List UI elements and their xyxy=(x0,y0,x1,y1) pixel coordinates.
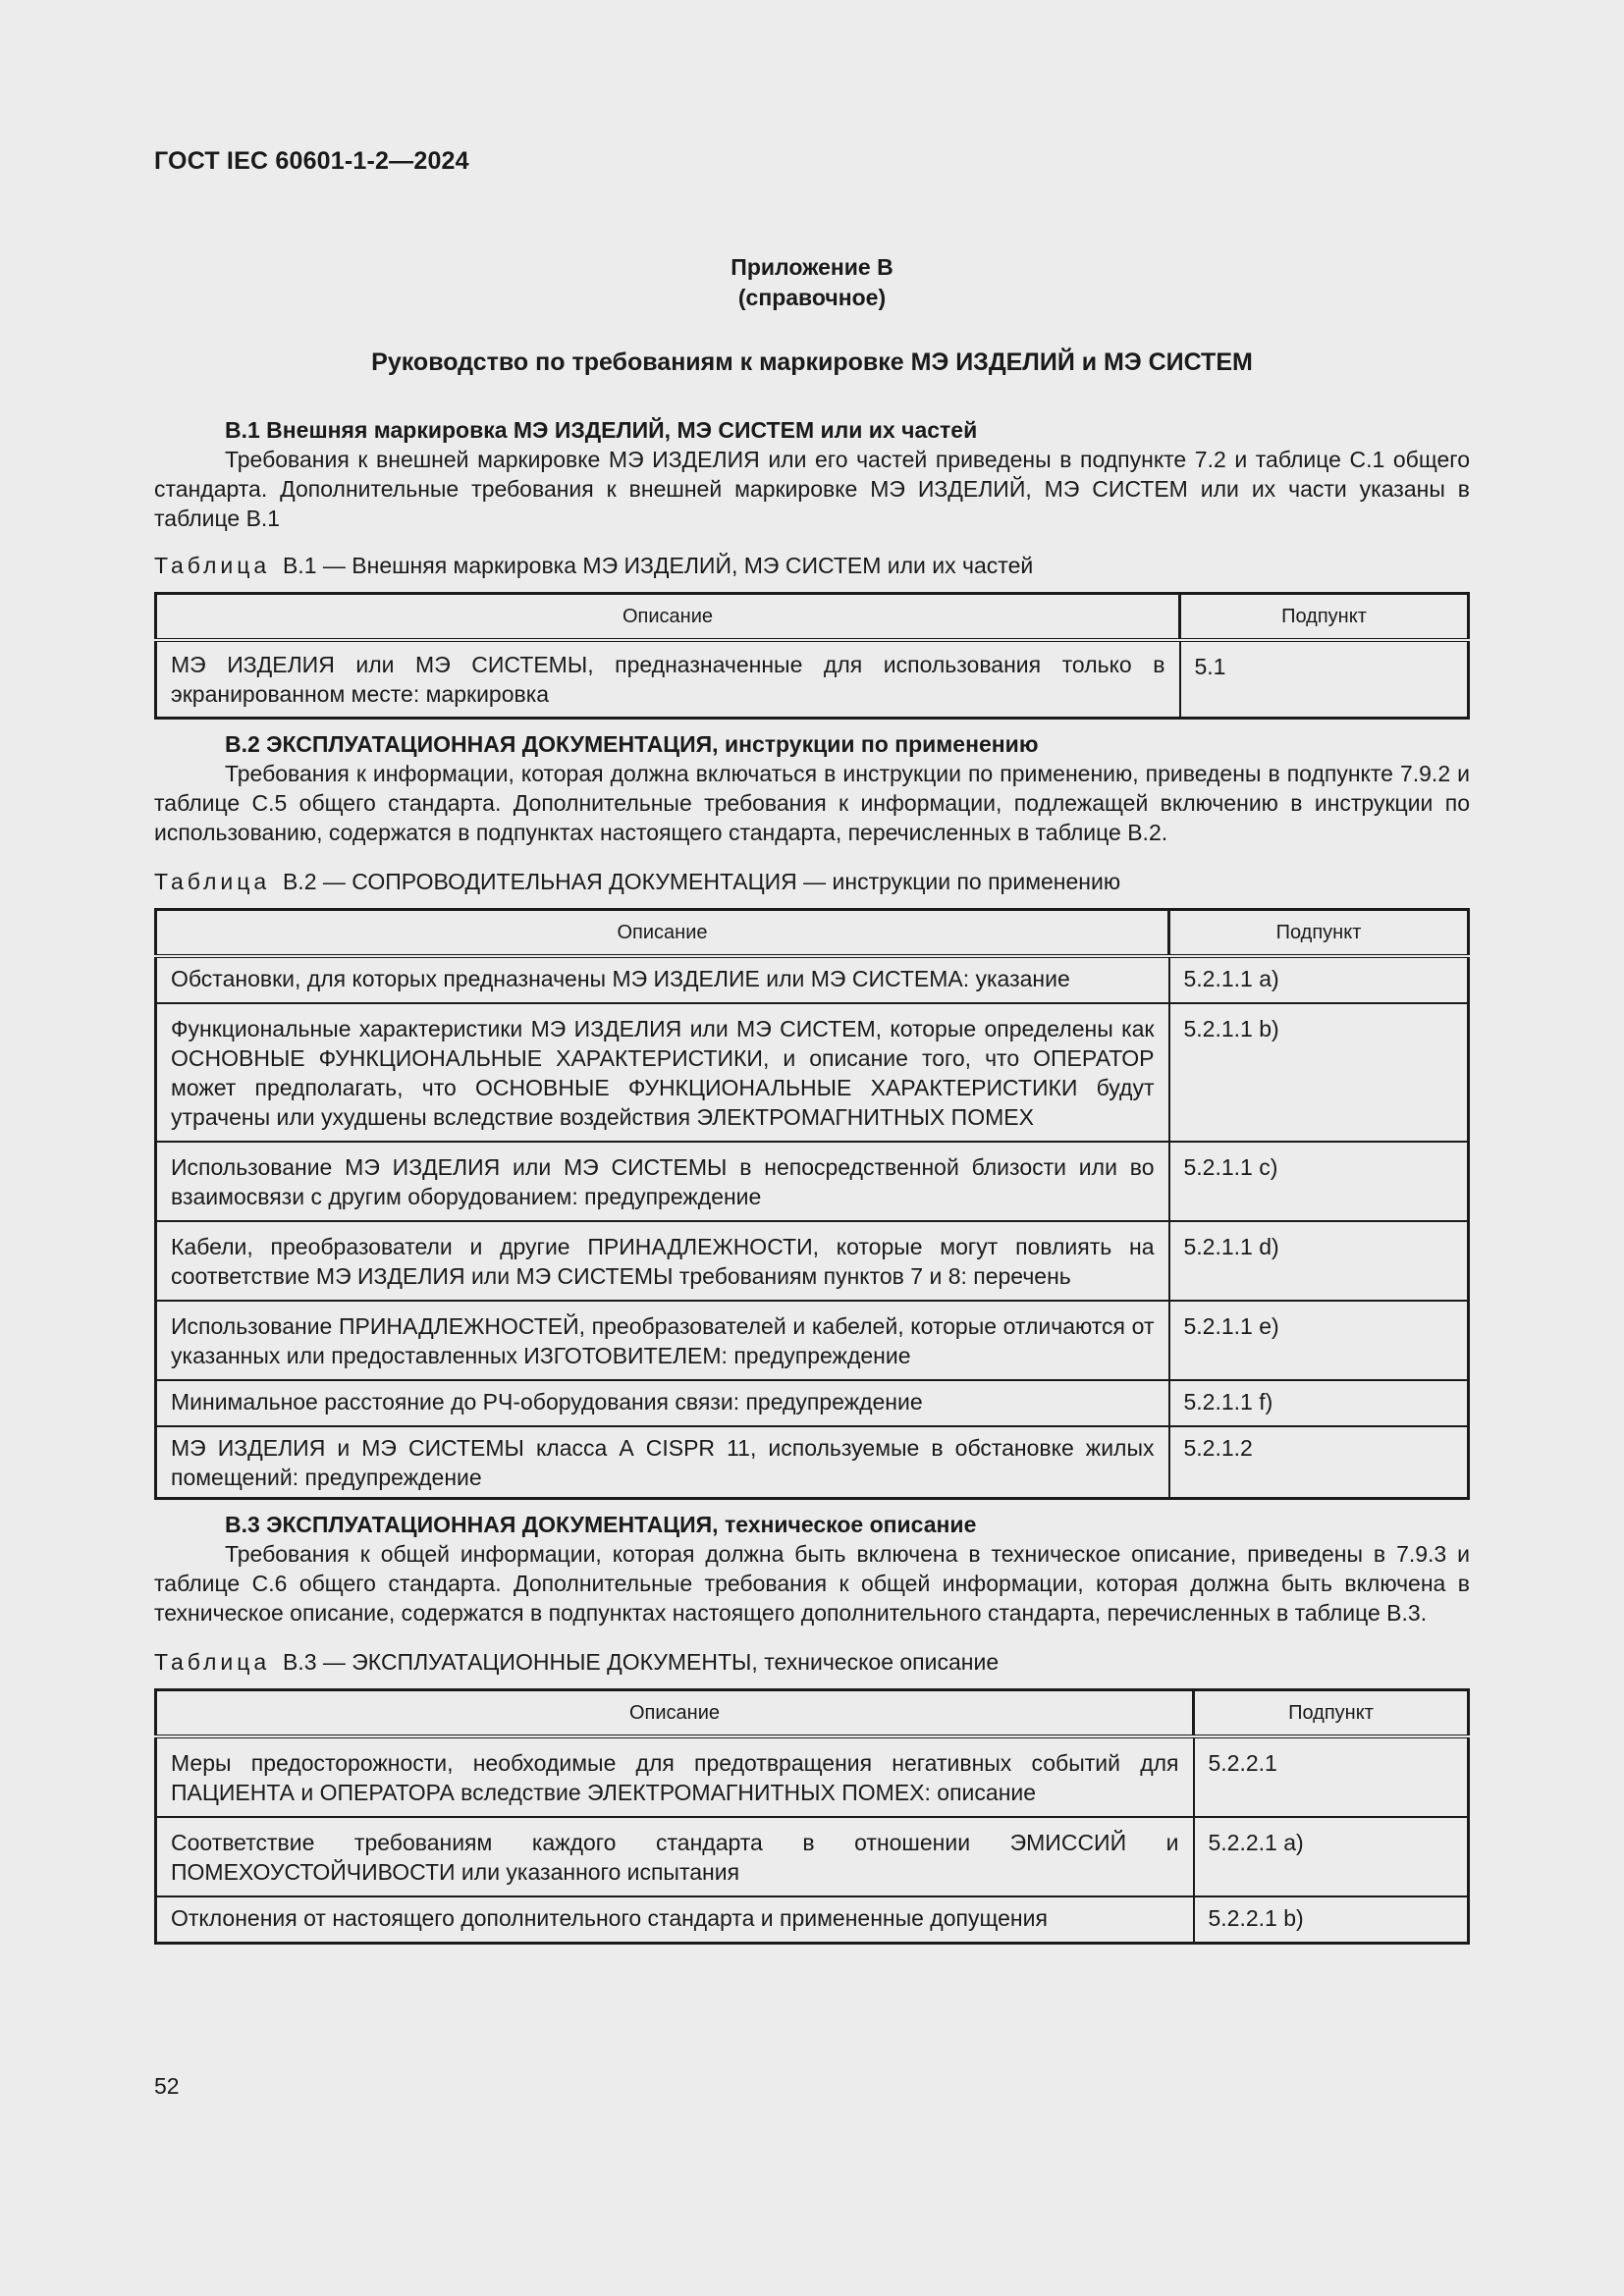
column-header-subclause: Подпункт xyxy=(1180,594,1469,641)
cell-description: Меры предосторожности, необходимые для предотвращения негативных событий для ПАЦИЕНТА и ОПЕРАТОРА вследствие ЭЛЕКТРОМАГНИТНЫХ ПОМЕХ: описание xyxy=(156,1736,1194,1817)
section-b1-text: Требования к внешней маркировке МЭ ИЗДЕЛИЯ или его частей приведены в подпункте 7.2 и таблице С.1 общего стандарта. Дополнительные требования к внешней маркировке МЭ ИЗДЕЛИЙ, МЭ СИСТЕМ или их части указаны в таблице В.1 xyxy=(154,447,1470,531)
cell-description: Использование МЭ ИЗДЕЛИЯ или МЭ СИСТЕМЫ в непосредственной близости или во взаимосвязи с другим оборудованием: предупреждение xyxy=(156,1142,1169,1221)
table-row xyxy=(156,1301,1469,1380)
table-row xyxy=(156,1003,1469,1142)
table-header-row xyxy=(156,1690,1469,1737)
cell-subclause: 5.2.1.1 a) xyxy=(1169,956,1469,1003)
cell-subclause: 5.2.1.1 b) xyxy=(1169,1003,1469,1142)
cell-subclause: 5.2.1.1 e) xyxy=(1169,1301,1469,1380)
cell-description: Обстановки, для которых предназначены МЭ ИЗДЕЛИЕ или МЭ СИСТЕМА: указание xyxy=(156,956,1169,1003)
document-code: ГОСТ IEC 60601-1-2—2024 xyxy=(154,147,469,175)
table-row xyxy=(156,1896,1469,1944)
table-b2 xyxy=(154,908,1470,1500)
table-b2-title: В.2 — СОПРОВОДИТЕЛЬНАЯ ДОКУМЕНТАЦИЯ — инструкции по применению xyxy=(282,869,1121,894)
annex-title: Приложение В xyxy=(731,254,893,280)
column-header-subclause: Подпункт xyxy=(1169,910,1469,957)
cell-description: МЭ ИЗДЕЛИЯ или МЭ СИСТЕМЫ, предназначенные для использования только в экранированном месте: маркировка xyxy=(156,640,1180,719)
table-row xyxy=(156,1426,1469,1499)
page-number: 52 xyxy=(154,2073,180,2099)
cell-subclause: 5.2.1.1 d) xyxy=(1169,1221,1469,1301)
cell-subclause: 5.2.2.1 b) xyxy=(1194,1896,1469,1944)
cell-description: Кабели, преобразователи и другие ПРИНАДЛЕЖНОСТИ, которые могут повлиять на соответствие МЭ ИЗДЕЛИЯ или МЭ СИСТЕМЫ требованиям пунктов 7 и 8: перечень xyxy=(156,1221,1169,1301)
cell-subclause: 5.2.1.1 f) xyxy=(1169,1380,1469,1426)
table-b2-caption xyxy=(154,867,1470,896)
table-b1-caption xyxy=(154,551,1470,580)
cell-description: Минимальное расстояние до РЧ-оборудования связи: предупреждение xyxy=(156,1380,1169,1426)
table-b3 xyxy=(154,1688,1470,1945)
section-b2-text: Требования к информации, которая должна включаться в инструкции по применению, приведены в подпункте 7.9.2 и таблице С.5 общего стандарта. Дополнительные требования к информации, подлежащей включению в инструкции по использованию, содержатся в подпунктах настоящего стандарта, перечисленных в таблице В.2. xyxy=(154,761,1470,845)
column-header-description: Описание xyxy=(156,1690,1194,1737)
table-row xyxy=(156,1380,1469,1426)
column-header-description: Описание xyxy=(156,910,1169,957)
cell-subclause: 5.1 xyxy=(1180,640,1469,719)
section-b3-text: Требования к общей информации, которая должна быть включена в техническое описание, приведены в 7.9.3 и таблице С.6 общего стандарта. Дополнительные требования к общей информации, которая должна быть включена в техническое описание, содержатся в подпунктах настоящего дополнительного стандарта, перечисленных в таблице В.3. xyxy=(154,1541,1470,1626)
table-b3-caption xyxy=(154,1647,1470,1677)
cell-description: Соответствие требованиям каждого стандарта в отношении ЭМИССИЙ и ПОМЕХОУСТОЙЧИВОСТИ или указанного испытания xyxy=(156,1817,1194,1896)
cell-description: Использование ПРИНАДЛЕЖНОСТЕЙ, преобразователей и кабелей, которые отличаются от указанных или предоставленных ИЗГОТОВИТЕЛЕМ: предупреждение xyxy=(156,1301,1169,1380)
table-b1 xyxy=(154,592,1470,720)
cell-subclause: 5.2.1.2 xyxy=(1169,1426,1469,1499)
table-b3-word: Таблица xyxy=(154,1649,271,1675)
table-header-row xyxy=(156,594,1469,641)
table-b2-word: Таблица xyxy=(154,869,271,894)
cell-description: Отклонения от настоящего дополнительного стандарта и примененные допущения xyxy=(156,1896,1194,1944)
cell-subclause: 5.2.1.1 c) xyxy=(1169,1142,1469,1221)
annex-subtitle: (справочное) xyxy=(737,285,887,310)
cell-subclause: 5.2.2.1 xyxy=(1194,1736,1469,1817)
table-row xyxy=(156,1736,1469,1817)
section-b2-heading: В.2 ЭКСПЛУАТАЦИОННАЯ ДОКУМЕНТАЦИЯ, инструкции по применению xyxy=(225,731,1039,757)
column-header-description: Описание xyxy=(156,594,1180,641)
table-b3-title: В.3 — ЭКСПЛУАТАЦИОННЫЕ ДОКУМЕНТЫ, техническое описание xyxy=(282,1649,1000,1675)
table-b1-title: В.1 — Внешняя маркировка МЭ ИЗДЕЛИЙ, МЭ СИСТЕМ или их частей xyxy=(282,553,1034,578)
table-row xyxy=(156,956,1469,1003)
table-row xyxy=(156,640,1469,719)
section-b1-heading: В.1 Внешняя маркировка МЭ ИЗДЕЛИЙ, МЭ СИСТЕМ или их частей xyxy=(225,417,978,443)
table-row xyxy=(156,1142,1469,1221)
table-b1-word: Таблица xyxy=(154,553,271,578)
column-header-subclause: Подпункт xyxy=(1194,1690,1469,1737)
cell-description: МЭ ИЗДЕЛИЯ и МЭ СИСТЕМЫ класса А CISPR 11, используемые в обстановке жилых помещений: предупреждение xyxy=(156,1426,1169,1499)
annex-heading: Руководство по требованиям к маркировке МЭ ИЗДЕЛИЙ и МЭ СИСТЕМ xyxy=(371,348,1253,376)
cell-description: Функциональные характеристики МЭ ИЗДЕЛИЯ или МЭ СИСТЕМ, которые определены как ОСНОВНЫЕ ФУНКЦИОНАЛЬНЫЕ ХАРАКТЕРИСТИКИ, и описание того, что ОПЕРАТОР может предполагать, что ОСНОВНЫЕ ФУНКЦИОНАЛЬНЫЕ ХАРАКТЕРИСТИКИ будут утрачены или ухудшены вследствие воздействия ЭЛЕКТРОМАГНИТНЫХ ПОМЕХ xyxy=(156,1003,1169,1142)
table-row xyxy=(156,1221,1469,1301)
cell-subclause: 5.2.2.1 a) xyxy=(1194,1817,1469,1896)
table-header-row xyxy=(156,910,1469,957)
document-page xyxy=(154,147,1470,1945)
table-row xyxy=(156,1817,1469,1896)
section-b3-heading: В.3 ЭКСПЛУАТАЦИОННАЯ ДОКУМЕНТАЦИЯ, техническое описание xyxy=(225,1512,977,1537)
